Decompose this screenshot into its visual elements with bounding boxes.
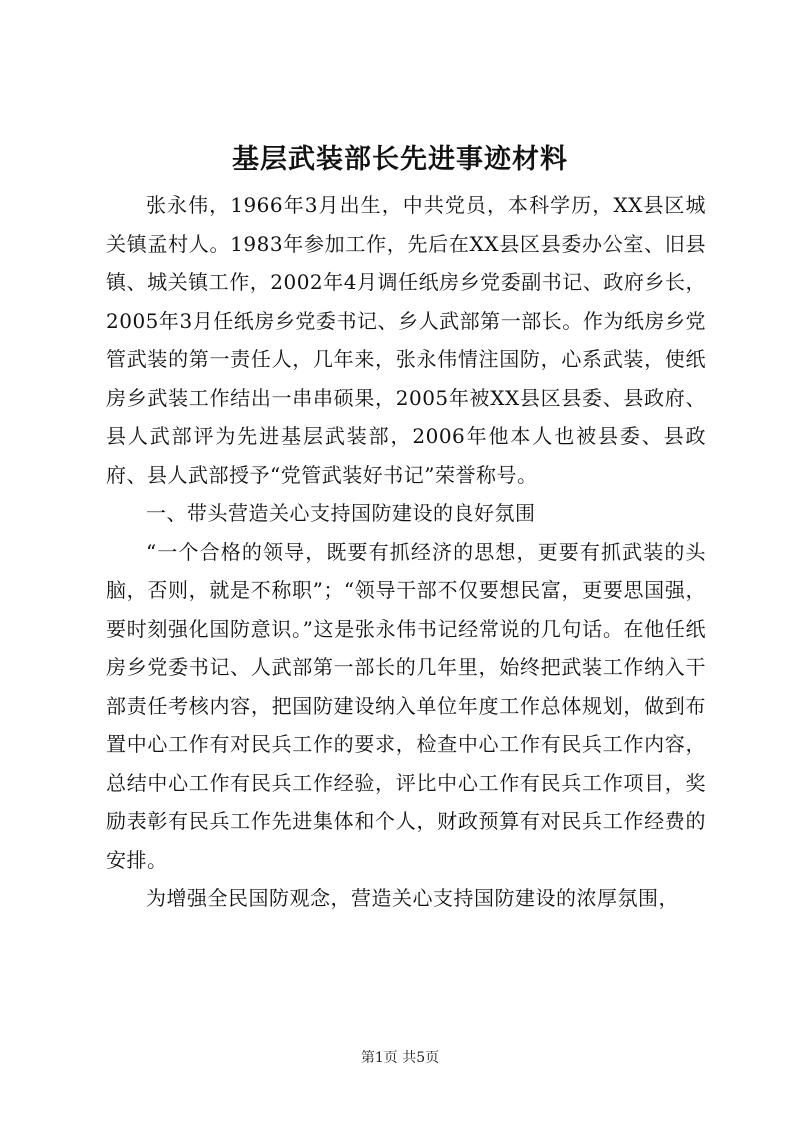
document-title: 基层武装部长先进事迹材料 [232, 144, 568, 175]
document-body [106, 186, 706, 918]
page-footer: 第1页 共5页 [360, 1050, 440, 1066]
paragraph-section-1: “一个合格的领导，既要有抓经济的思想，更要有抓武装的头脑，否则，就是不称职”；“领导干部不仅要想民富，更要思国强，要时刻强化国防意识。”这是张永伟书记经常说的几句话。在他任纸房乡党委书记、人武部第一部长的几年里，始终把武装工作纳入干部责任考核内容，把国防建设纳入单位年度工作总体规划，做到布置中心工作有对民兵工作的要求，检查中心工作有民兵工作内容，总结中心工作有民兵工作经验，评比中心工作有民兵工作项目，奖励表彰有民兵工作先进集体和个人，财政预算有对民兵工作经费的安排。 [106, 539, 706, 872]
paragraph-continued: 为增强全民国防观念，营造关心支持国防建设的浓厚氛围， [146, 886, 679, 910]
section-heading-1: 一、带头营造关心支持国防建设的良好氛围 [146, 501, 536, 525]
paragraph-intro: 张永伟，1966年3月出生，中共党员，本科学历，XX县区城关镇孟村人。1983年参加工作，先后在XX县区县委办公室、旧县镇、城关镇工作，2002年4月调任纸房乡党委副书记、政府乡长，2005年3月任纸房乡党委书记、乡人武部第一部长。作为纸房乡党管武装的第一责任人，几年来，张永伟情注国防，心系武装，使纸房乡武装工作结出一串串硕果，2005年被XX县区县委、县政府、县人武部评为先进基层武装部，2006年他本人也被县委、县政府、县人武部授予“党管武装好书记”荣誉称号。 [106, 193, 706, 487]
